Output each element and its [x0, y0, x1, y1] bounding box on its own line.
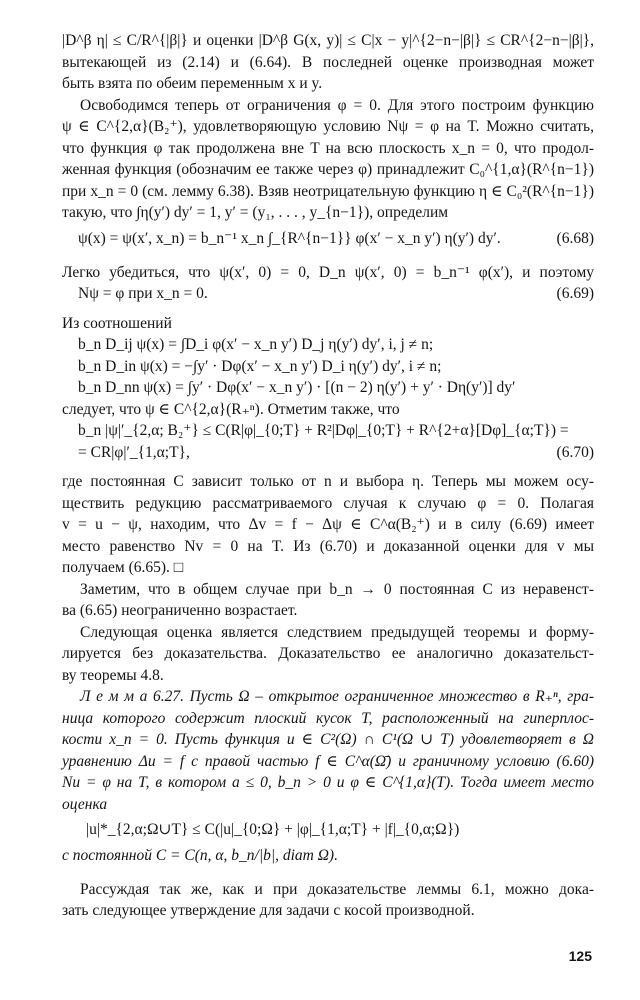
- text-line: ществить редукцию рассматриваемого случая к случаю φ = 0. Полагая: [62, 494, 594, 512]
- equation-line: b_n D_ij ψ(x) = ∫D_i φ(x′ − x_n y′) D_j η(y′) dy′, i, j ≠ n;: [78, 336, 434, 353]
- text-line: |D^β η| ≤ C/R^{|β|} и оценки |D^β G(x, y)| ≤ C|x − y|^{2−n−|β|} ≤ CR^{2−n−|β|},: [62, 32, 594, 49]
- text-line: что функция φ так продолжена вне T на всю плоскость x_n = 0, что продол-: [62, 139, 594, 157]
- equation-line: b_n D_nn ψ(x) = ∫y′ · Dφ(x′ − x_n y′) · [(n − 2) η(y′) + y′ · Dη(y′)] dy′: [78, 379, 516, 396]
- equation-line: |u|*_{2,α;Ω∪T} ≤ C(|u|_{0;Ω} + |φ|_{1,α;T} + |f|_{0,α;Ω}): [86, 821, 460, 838]
- text-line: ва (6.65) неограниченно возрастает.: [62, 602, 298, 619]
- text-line: зать следующее утверждение для задачи с косой производной.: [62, 902, 475, 919]
- text-line: следует, что ψ ∈ C^{2,α}(R₊ⁿ). Отметим также, что: [62, 400, 400, 418]
- text-line: Следующая оценка является следствием предыдущей теоремы и форму-: [80, 623, 594, 641]
- text-line: получаем (6.65). □: [62, 559, 184, 576]
- text-line: вытекающей из (2.14) и (6.64). В последней оценке производная может: [62, 53, 594, 71]
- equation-body: Nψ = φ при x_n = 0.: [78, 285, 208, 302]
- text-line: Рассуждая так же, как и при доказательстве леммы 6.1, можно дока-: [80, 880, 594, 898]
- text-line: быть взята по обеим переменным x и y.: [62, 75, 323, 92]
- text-line: Освободимся теперь от ограничения φ = 0. Для этого построим функцию: [80, 96, 594, 114]
- text-line: Легко убедиться, что ψ(x′, 0) = 0, D_n ψ(x′, 0) = b_n⁻¹ φ(x′), и поэтому: [62, 263, 594, 281]
- text-line: кости x_n = 0. Пусть функция u ∈ C²(Ω) ∩ C¹(Ω ∪ T) удовлетворяет в Ω: [62, 731, 594, 748]
- text-line: где постоянная C зависит только от n и выбора η. Теперь мы можем осу-: [62, 473, 594, 490]
- equation-body: = CR|φ|′_{1,α;T},: [78, 443, 190, 461]
- text-line: ψ ∈ C^{2,α}(B₂⁺), удовлетворяющую условию Nψ = φ на T. Можно считать,: [62, 118, 594, 135]
- text-line: такую, что ∫η(y′) dy′ = 1, y′ = (y₁, . . . , y_{n−1}), определим: [62, 204, 449, 221]
- lemma-6-27: Л е м м а 6.27. Пусть Ω – открытое ограниченное множество в R₊ⁿ, гра-: [80, 688, 594, 705]
- page-number: 125: [568, 948, 592, 964]
- equation-6-68: [62, 224, 594, 254]
- equation-6-69: [62, 283, 594, 305]
- text-line: при x_n = 0 (см. лемму 6.38). Взяв неотрицательную функцию η ∈ C₀²(R^{n−1}): [62, 182, 594, 200]
- equation-line: b_n |ψ|′_{2,α; B₂⁺} ≤ C(R|φ|_{0;T} + R²|Dφ|_{0;T} + R^{2+α}[Dφ]_{α;T}) =: [78, 422, 569, 439]
- equation-line: b_n D_in ψ(x) = −∫y′ · Dφ(x′ − x_n y′) D_i η(y′) dy′, i ≠ n;: [78, 357, 442, 375]
- equation-body: ψ(x) = ψ(x′, x_n) = b_n⁻¹ x_n ∫_{R^{n−1}} φ(x′ − x_n y′) η(y′) dy′.: [78, 229, 501, 247]
- text-line: ница которого содержит плоский кусок T, расположенный на гиперплос-: [62, 709, 594, 727]
- text-line: Nu = φ на T, в котором a ≤ 0, b_n > 0 и φ ∈ C^{1,α}(T). Тогда имеет место: [62, 774, 594, 791]
- text-line: v = u − ψ, находим, что Δv = f − Δψ ∈ C^α(B₂⁺) и в силу (6.69) имеет: [62, 516, 594, 533]
- equation-6-70: [62, 442, 594, 464]
- text-line: место равенство Nv = 0 на T. Из (6.70) и доказанной оценки для v мы: [62, 537, 594, 555]
- text-line: лируется без доказательства. Доказательство ее аналогично доказательст-: [62, 645, 594, 662]
- text-line: Из соотношений: [62, 314, 172, 332]
- text-line: женная функция (обозначим ее также через φ) принадлежит C₀^{1,α}(R^{n−1}): [62, 161, 594, 178]
- text-line: оценка: [62, 795, 108, 813]
- equation-number: (6.68): [556, 229, 594, 247]
- equation-number: (6.70): [556, 443, 594, 461]
- text-line: ву теоремы 4.8.: [62, 666, 164, 684]
- text-line: уравнению Δu = f с правой частью f ∈ C^α(Ω̄) и граничному условию (6.60): [62, 752, 594, 770]
- text-line: с постоянной C = C(n, α, b_n/|b|, diam Ω).: [62, 847, 338, 864]
- equation-number: (6.69): [556, 285, 594, 302]
- text-line: Заметим, что в общем случае при b_n → 0 постоянная C из неравенст-: [80, 580, 594, 598]
- page-body: [62, 30, 594, 922]
